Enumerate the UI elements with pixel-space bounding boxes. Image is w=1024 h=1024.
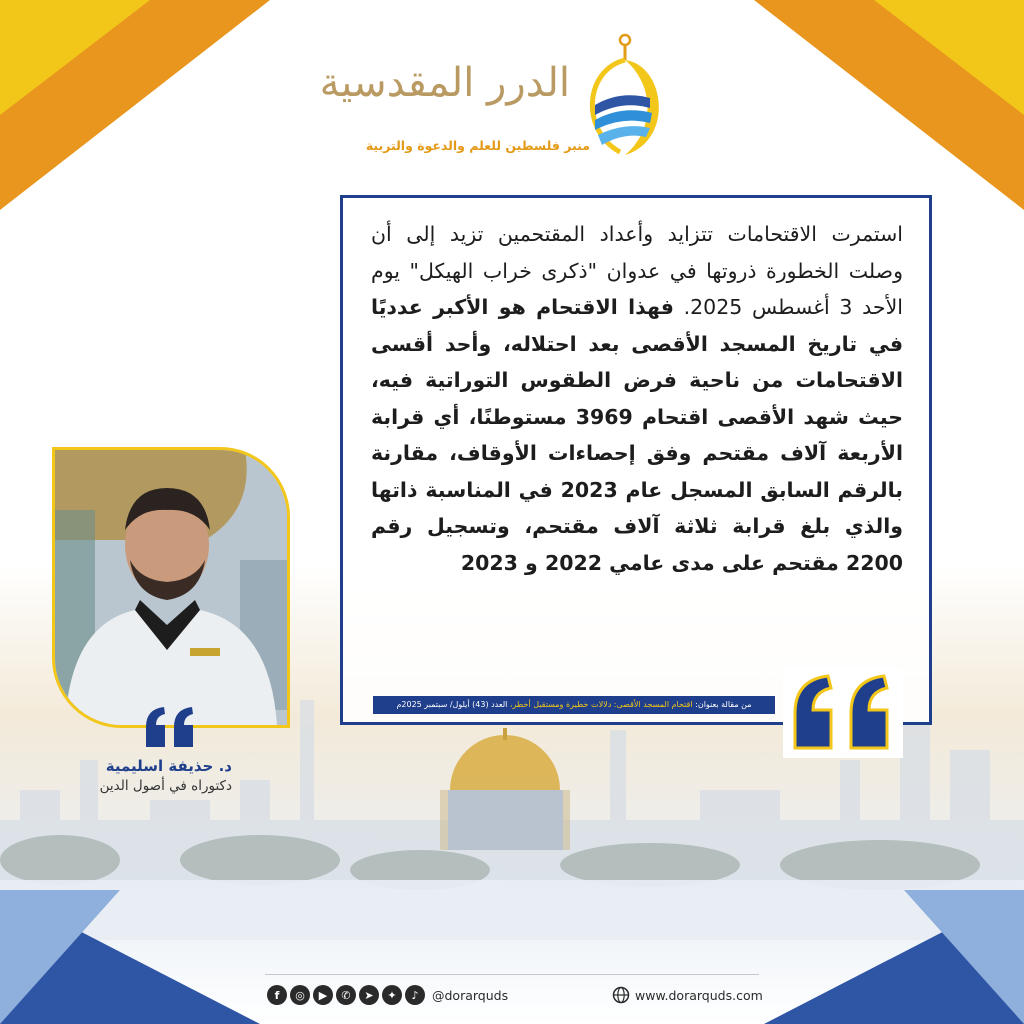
instagram-icon[interactable]: ◎ <box>290 985 310 1005</box>
author-photo <box>52 447 290 728</box>
logo-title: الدرر المقدسية <box>319 60 570 106</box>
source-citation <box>373 696 775 714</box>
source-title: اقتحام المسجد الأقصى: دلالات خطيرة ومستقبل أخطر، <box>507 700 693 709</box>
logo-tagline: منبر فلسطين للعلم والدعوة والتربية <box>365 138 590 153</box>
quote-text-regular: استمرت الاقتحامات تتزايد وأعداد المقتحمين تزيد إلى أن وصلت الخطورة ذروتها في عدوان "ذكرى خراب الهيكل" يوم الأحد 3 أغسطس 2025. <box>371 222 903 319</box>
youtube-icon[interactable]: ▶ <box>313 985 333 1005</box>
avatar <box>55 450 287 725</box>
website-url[interactable]: www.dorarquds.com <box>635 987 763 1003</box>
tiktok-icon[interactable]: ♪ <box>405 985 425 1005</box>
globe-icon <box>612 986 630 1004</box>
quote-box <box>340 195 932 725</box>
corner-decoration-top-left-inner <box>0 0 150 115</box>
quote-mark-small-icon <box>140 703 200 751</box>
corner-decoration-top-right-inner <box>874 0 1024 115</box>
source-issue: العدد (43) أيلول/ سبتمبر 2025م <box>396 700 508 709</box>
quote-mark-large <box>783 668 903 758</box>
whatsapp-icon[interactable]: ✆ <box>336 985 356 1005</box>
quote-text <box>371 216 903 581</box>
footer-divider <box>265 974 759 975</box>
website-link[interactable] <box>612 984 763 1006</box>
twitter-icon[interactable]: ✦ <box>382 985 402 1005</box>
author-name: د. حذيفة اسليمية <box>105 757 232 775</box>
quote-mark-icon <box>783 668 903 758</box>
social-links <box>267 984 508 1006</box>
quote-text-bold: فهذا الاقتحام هو الأكبر عدديًا في تاريخ المسجد الأقصى بعد احتلاله، وأحد أقسى الاقتحامات من ناحية فرض الطقوس التوراتية فيه، حيث شهد الأقصى اقتحام 3969 مستوطنًا، أي قرابة الأربعة آلاف مقتحم وفق إحصاءات الأوقاف، مقارنة بالرقم السابق المسجل عام 2023 في المناسبة ذاتها والذي بلغ قرابة ثلاثة آلاف مقتحم، وتسجيل رقم 2200 مقتحم على مدى عامي 2022 و 2023 <box>371 295 903 575</box>
telegram-icon[interactable]: ➤ <box>359 985 379 1005</box>
source-prefix: من مقالة بعنوان: <box>692 700 752 709</box>
crescent-dome-logo-icon <box>580 30 670 170</box>
corner-decoration-bottom-left-light <box>0 890 120 1024</box>
quote-mark-small <box>140 703 200 751</box>
social-handle[interactable]: @dorarquds <box>432 987 509 1003</box>
facebook-icon[interactable]: f <box>267 985 287 1005</box>
corner-decoration-bottom-right-light <box>904 890 1024 1024</box>
author-title: دكتوراه في أصول الدين <box>99 778 232 794</box>
site-logo <box>319 30 670 170</box>
